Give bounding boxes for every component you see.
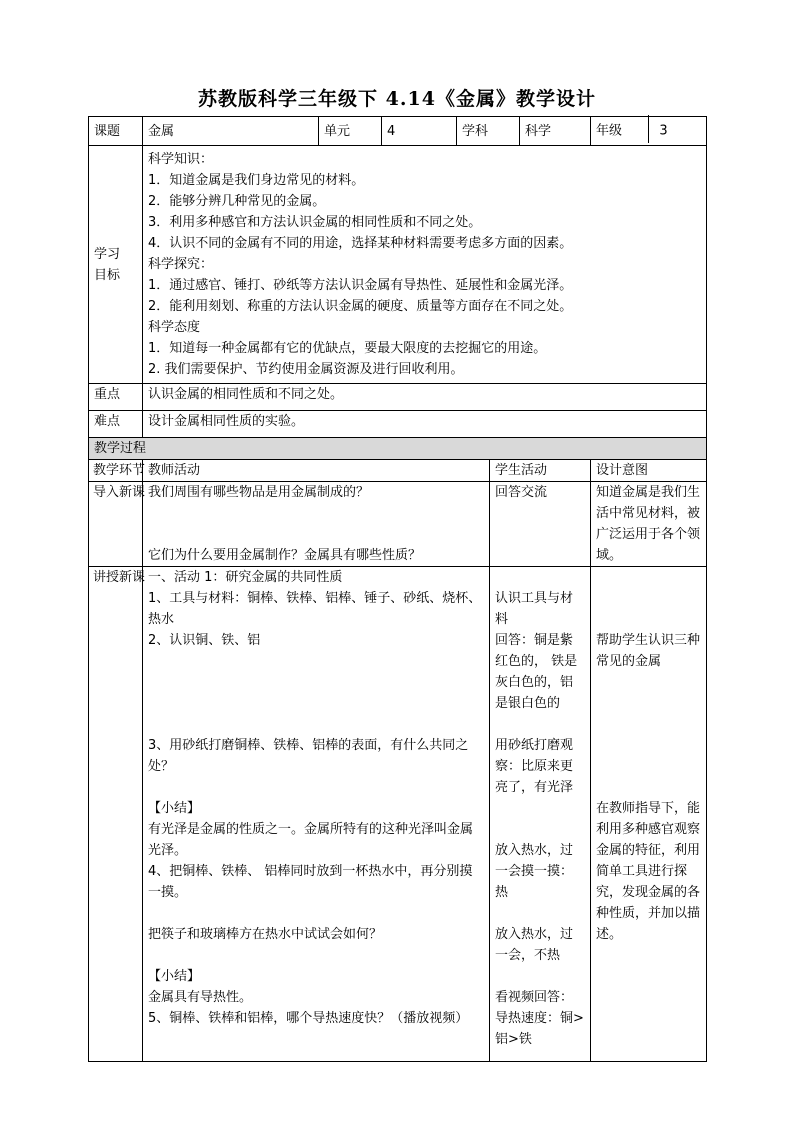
intro-intent: 知道金属是我们生活中常见材料，被广泛运用于各个领域。 (591, 482, 707, 567)
objectives-content (143, 146, 707, 384)
header-row (89, 117, 707, 146)
grade-cell (591, 117, 707, 146)
subject-value: 科学 (520, 117, 591, 146)
unit-label: 单元 (319, 117, 382, 146)
process-section-label: 教学过程 (89, 438, 707, 460)
key-point-label: 重点 (89, 384, 143, 411)
objective-line: 科学知识： (148, 152, 214, 167)
topic-value: 金属 (143, 117, 319, 146)
col-intent: 设计意图 (591, 460, 707, 482)
lesson-stage: 讲授新课 (89, 567, 143, 1062)
unit-value: 4 (382, 117, 457, 146)
col-teacher: 教师活动 (143, 460, 490, 482)
objective-line: 科学态度 (148, 320, 201, 335)
col-student: 学生活动 (490, 460, 591, 482)
key-point-row (89, 384, 707, 411)
intro-student: 回答交流 (490, 482, 591, 567)
objective-line: 4．认识不同的金属有不同的用途，选择某种材料需要考虑多方面的因素。 (148, 236, 573, 251)
objectives-row (89, 146, 707, 384)
lesson-row (89, 567, 707, 1062)
key-point-text: 认识金属的相同性质和不同之处。 (143, 384, 707, 411)
lesson-plan-table (88, 116, 707, 1062)
intro-stage: 导入新课 (89, 482, 143, 567)
objective-line: 2．能够分辨几种常见的金属。 (148, 194, 326, 209)
objective-line: 1．知道金属是我们身边常见的材料。 (148, 173, 365, 188)
intro-row (89, 482, 707, 567)
grade-value: 3 (659, 123, 668, 139)
objective-line: 1．通过感官、锤打、砂纸等方法认识金属有导热性、延展性和金属光泽。 (148, 278, 573, 293)
process-section-row (89, 438, 707, 460)
intro-teacher: 我们周围有哪些物品是用金属制成的？ 它们为什么要用金属制作？金属具有哪些性质？ (143, 482, 490, 567)
process-header-row (89, 460, 707, 482)
difficulty-text: 设计金属相同性质的实验。 (143, 411, 707, 438)
objectives-label: 学习 目标 (89, 146, 143, 384)
lesson-teacher: 一、活动 1：研究金属的共同性质 1、工具与材料：铜棒、铁棒、铝棒、锤子、砂纸、烧杯、热水 2、认识铜、铁、铝 3、用砂纸打磨铜棒、铁棒、铝棒的表面，有什么共同之处？ 【小结】 有光泽是金属的性质之一。金属所特有的这种光泽叫金属光泽。 4、把铜棒、铁棒、 铝棒同时放到一杯热水中，再分别摸一摸。 把筷子和玻璃棒方在热水中试试会如何？ 【小结】 金属具有导热性。 5、铜棒、铁棒和铝棒，哪个导热速度快？（播放视频） (143, 567, 490, 1062)
document-title: 苏教版科学三年级下 4.14《金属》教学设计 (198, 88, 596, 110)
objective-line: 科学探究： (148, 257, 214, 272)
lesson-intent: 帮助学生认识三种常见的金属 在教师指导下，能利用多种感官观察金属的特征，利用简单工具进行探究，发现金属的各种性质，并加以描述。 (591, 567, 707, 1062)
objective-line: 1．知道每一种金属都有它的优缺点，要最大限度的去挖掘它的用途。 (148, 341, 547, 356)
objective-line: 3．利用多种感官和方法认识金属的相同性质和不同之处。 (148, 215, 482, 230)
topic-label: 课题 (89, 117, 143, 146)
difficulty-label: 难点 (89, 411, 143, 438)
objective-line: 2. 我们需要保护、节约使用金属资源及进行回收利用。 (148, 362, 464, 377)
objective-line: 2．能利用刻划、称重的方法认识金属的硬度、质量等方面存在不同之处。 (148, 299, 573, 314)
difficulty-row (89, 411, 707, 438)
lesson-student: 认识工具与材料 回答：铜是紫红色的， 铁是灰白色的，铝是银白色的 用砂纸打磨观察：比原来更亮了，有光泽 放入热水，过一会摸一摸：热 放入热水，过一会，不热 看视频回答：导热速度：铜>铝>铁 (490, 567, 591, 1062)
col-stage: 教学环节 (89, 460, 143, 482)
grade-label: 年级 (596, 123, 623, 139)
subject-label: 学科 (457, 117, 520, 146)
